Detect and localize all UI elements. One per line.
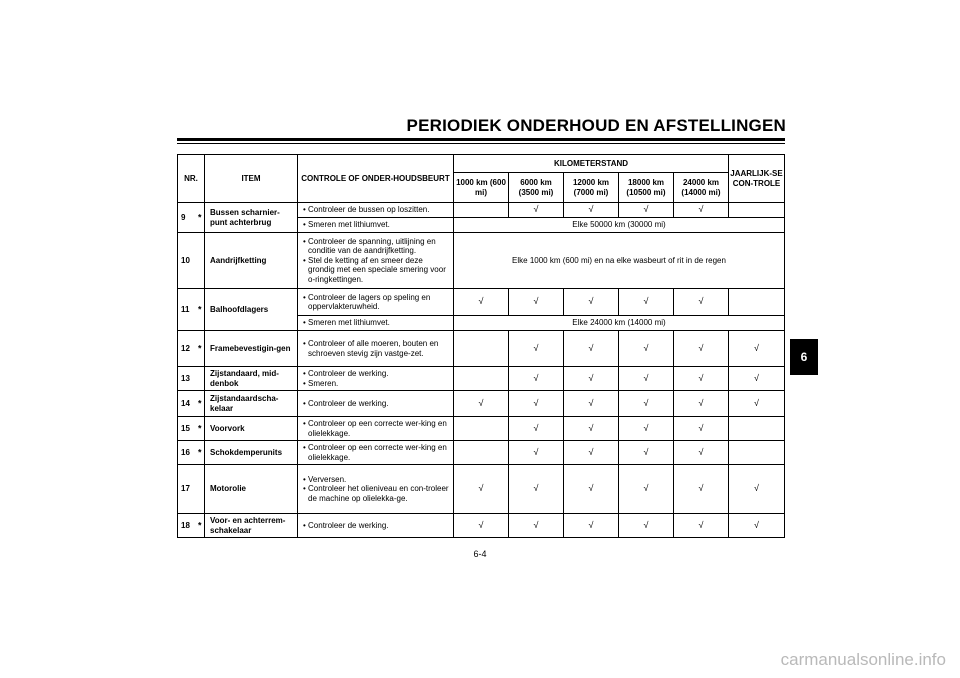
control-text: Controleer het olieniveau en con-troleer de machine op olielekka-ge.: [308, 484, 449, 503]
check-mark-icon: √: [674, 441, 729, 465]
control-bullet: [301, 318, 451, 328]
row-number: [178, 289, 205, 331]
control-cell: [298, 233, 454, 289]
table-row: [178, 465, 785, 514]
dealer-service-asterisk: *: [198, 342, 202, 353]
item-name: Motorolie: [205, 465, 298, 514]
dealer-service-asterisk: *: [198, 519, 202, 530]
bullet-icon: •: [303, 292, 309, 302]
dealer-service-asterisk: *: [198, 446, 202, 457]
control-text: Controleer de werking.: [308, 398, 389, 408]
check-mark-icon: √: [619, 417, 674, 441]
empty-check-cell: [454, 441, 509, 465]
check-mark-icon: √: [564, 331, 619, 367]
row-number: [178, 441, 205, 465]
check-mark-icon: √: [674, 203, 729, 218]
table-row: [178, 391, 785, 417]
check-mark-icon: √: [509, 331, 564, 367]
header-nr: NR.: [178, 155, 205, 203]
check-mark-icon: √: [619, 203, 674, 218]
control-cell: [298, 203, 454, 218]
check-mark-icon: √: [454, 465, 509, 514]
control-text: Controleer de werking.: [308, 369, 389, 378]
chapter-tab: 6: [790, 339, 818, 375]
row-number: [178, 465, 205, 514]
check-mark-icon: √: [564, 465, 619, 514]
check-mark-icon: √: [454, 289, 509, 316]
bullet-icon: •: [303, 339, 309, 348]
item-name: Voorvork: [205, 417, 298, 441]
check-mark-icon: √: [564, 203, 619, 218]
check-mark-icon: √: [454, 514, 509, 538]
row-number: [178, 514, 205, 538]
interval-span-cell: Elke 50000 km (30000 mi): [454, 218, 785, 233]
bullet-icon: •: [303, 484, 309, 494]
control-text: Controleer of alle moeren, bouten en schroeven stevig zijn vastge-zet.: [308, 339, 439, 358]
row-number-text: 17: [181, 484, 190, 494]
bullet-icon: •: [303, 205, 309, 215]
header-km-18000: 18000 km (10500 mi): [619, 173, 674, 203]
empty-check-cell: [454, 367, 509, 391]
table-row: [178, 417, 785, 441]
check-mark-icon: √: [619, 289, 674, 316]
row-number-text: 14: [181, 398, 190, 408]
table-row: [178, 331, 785, 367]
check-mark-icon: √: [674, 465, 729, 514]
check-mark-icon: √: [619, 465, 674, 514]
check-mark-icon: √: [564, 289, 619, 316]
row-number: [178, 391, 205, 417]
control-bullet: [301, 339, 451, 358]
control-cell: [298, 391, 454, 417]
bullet-icon: •: [303, 255, 309, 265]
check-mark-icon: √: [509, 441, 564, 465]
item-name: Schokdemperunits: [205, 441, 298, 465]
check-mark-icon: √: [674, 391, 729, 417]
header-item: ITEM: [205, 155, 298, 203]
control-bullet: [301, 379, 451, 389]
check-mark-icon: √: [619, 514, 674, 538]
row-number-text: 16: [181, 447, 190, 457]
item-name: Voor- en achterrem-schakelaar: [205, 514, 298, 538]
interval-span-cell: Elke 24000 km (14000 mi): [454, 316, 785, 331]
control-cell: [298, 514, 454, 538]
page-title: PERIODIEK ONDERHOUD EN AFSTELLINGEN: [406, 116, 786, 135]
table-body: [178, 203, 785, 538]
check-mark-icon: √: [729, 331, 785, 367]
table-row: [178, 441, 785, 465]
row-number: [178, 203, 205, 233]
empty-check-cell: [454, 331, 509, 367]
check-mark-icon: √: [674, 417, 729, 441]
dealer-service-asterisk: *: [198, 397, 202, 408]
table-row: [178, 203, 785, 218]
check-mark-icon: √: [509, 289, 564, 316]
header-km-6000: 6000 km (3500 mi): [509, 173, 564, 203]
row-number-text: 18: [181, 520, 190, 530]
control-cell: [298, 367, 454, 391]
check-mark-icon: √: [564, 391, 619, 417]
control-bullet: [301, 205, 451, 215]
control-bullet: [301, 484, 451, 503]
check-mark-icon: √: [729, 465, 785, 514]
control-bullet: [301, 220, 451, 230]
page-number: 6-4: [473, 549, 487, 559]
control-cell: [298, 316, 454, 331]
check-mark-icon: √: [619, 391, 674, 417]
header-km-12000: 12000 km (7000 mi): [564, 173, 619, 203]
bullet-icon: •: [303, 378, 309, 388]
header-kilometerstand: KILOMETERSTAND: [454, 155, 729, 173]
bullet-icon: •: [303, 220, 309, 230]
item-name: Zijstandaardscha-kelaar: [205, 391, 298, 417]
empty-check-cell: [729, 441, 785, 465]
check-mark-icon: √: [509, 514, 564, 538]
item-name: Framebevestigin-gen: [205, 331, 298, 367]
bullet-icon: •: [303, 443, 309, 452]
item-name: Zijstandaard, mid-denbok: [205, 367, 298, 391]
control-text: Controleer de lagers op speling en oppervlakteruwheid.: [308, 292, 431, 311]
control-text: Controleer op een correcte wer-king en olielekkage.: [308, 443, 447, 462]
item-name: Aandrijfketting: [205, 233, 298, 289]
row-number: [178, 331, 205, 367]
header-control: CONTROLE OF ONDER-HOUDSBEURT: [298, 155, 454, 203]
header-annual: JAARLIJK-SE CON-TROLE: [729, 155, 785, 203]
control-text: Verversen.: [308, 474, 347, 484]
bullet-icon: •: [303, 369, 309, 378]
table-row: [178, 514, 785, 538]
row-number: [178, 367, 205, 391]
control-text: Stel de ketting af en smeer deze grondig met een speciale smering voor o-ringkettingen.: [308, 255, 446, 284]
check-mark-icon: √: [674, 367, 729, 391]
control-bullet: [301, 419, 451, 438]
empty-check-cell: [729, 289, 785, 316]
check-mark-icon: √: [729, 391, 785, 417]
check-mark-icon: √: [619, 441, 674, 465]
control-bullet: [301, 475, 451, 485]
check-mark-icon: √: [564, 417, 619, 441]
item-name: Bussen scharnier-punt achterbrug: [205, 203, 298, 233]
empty-check-cell: [454, 203, 509, 218]
header-km-24000: 24000 km (14000 mi): [674, 173, 729, 203]
empty-check-cell: [729, 203, 785, 218]
bullet-icon: •: [303, 236, 309, 246]
row-number-text: 11: [181, 304, 190, 314]
control-cell: [298, 289, 454, 316]
control-cell: [298, 441, 454, 465]
control-bullet: [301, 369, 451, 379]
check-mark-icon: √: [619, 367, 674, 391]
interval-span-cell: Elke 1000 km (600 mi) en na elke wasbeurt of rit in de regen: [454, 233, 785, 289]
row-number: [178, 417, 205, 441]
dealer-service-asterisk: *: [198, 211, 202, 222]
empty-check-cell: [454, 417, 509, 441]
maintenance-table: [177, 154, 785, 538]
control-text: Controleer de werking.: [308, 520, 389, 530]
check-mark-icon: √: [509, 203, 564, 218]
control-bullet: [301, 399, 451, 409]
table-row: [178, 367, 785, 391]
table-row: [178, 289, 785, 316]
control-text: Smeren met lithiumvet.: [308, 220, 390, 230]
check-mark-icon: √: [729, 514, 785, 538]
control-cell: [298, 465, 454, 514]
check-mark-icon: √: [674, 289, 729, 316]
bullet-icon: •: [303, 318, 309, 328]
check-mark-icon: √: [564, 441, 619, 465]
watermark: carmanualsonline.info: [780, 650, 946, 669]
control-cell: [298, 218, 454, 233]
title-rule-thin: [177, 143, 785, 144]
control-text: Smeren.: [308, 378, 339, 388]
control-bullet: [301, 443, 451, 462]
control-bullet: [301, 256, 451, 285]
bullet-icon: •: [303, 520, 309, 530]
check-mark-icon: √: [509, 417, 564, 441]
check-mark-icon: √: [509, 367, 564, 391]
check-mark-icon: √: [509, 391, 564, 417]
check-mark-icon: √: [729, 367, 785, 391]
check-mark-icon: √: [564, 514, 619, 538]
dealer-service-asterisk: *: [198, 303, 202, 314]
row-number-text: 12: [181, 343, 190, 353]
control-cell: [298, 417, 454, 441]
row-number-text: 15: [181, 423, 190, 433]
check-mark-icon: √: [674, 331, 729, 367]
control-bullet: [301, 521, 451, 531]
check-mark-icon: √: [509, 465, 564, 514]
control-text: Controleer de bussen op loszitten.: [308, 205, 430, 215]
control-cell: [298, 331, 454, 367]
check-mark-icon: √: [564, 367, 619, 391]
table-row: [178, 233, 785, 289]
bullet-icon: •: [303, 398, 309, 408]
empty-check-cell: [729, 417, 785, 441]
control-bullet: [301, 293, 451, 312]
row-number-text: 13: [181, 373, 190, 383]
bullet-icon: •: [303, 419, 309, 428]
check-mark-icon: √: [454, 391, 509, 417]
row-number-text: 9: [181, 212, 186, 222]
row-number: [178, 233, 205, 289]
control-bullet: [301, 237, 451, 256]
control-text: Controleer op een correcte wer-king en olielekkage.: [308, 419, 447, 438]
row-number-text: 10: [181, 255, 190, 265]
control-text: Smeren met lithiumvet.: [308, 318, 390, 328]
title-rule: [177, 138, 785, 141]
check-mark-icon: √: [674, 514, 729, 538]
item-name: Balhoofdlagers: [205, 289, 298, 331]
dealer-service-asterisk: *: [198, 422, 202, 433]
bullet-icon: •: [303, 474, 309, 484]
check-mark-icon: √: [619, 331, 674, 367]
control-text: Controleer de spanning, uitlijning en conditie van de aandrijfketting.: [308, 236, 436, 256]
header-km-1000: 1000 km (600 mi): [454, 173, 509, 203]
